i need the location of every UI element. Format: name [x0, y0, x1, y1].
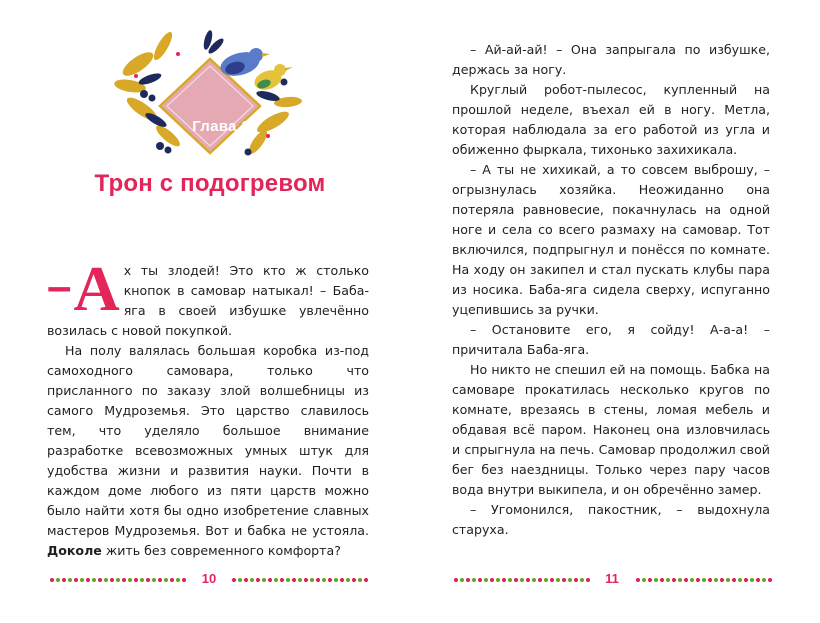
left-page-text [47, 253, 369, 561]
ornament-border [452, 576, 590, 584]
paragraph: – А ты не хихикай, а то совсем выброшу, – огрызнулась хозяйка. Неожиданно она потеряла равновесие, покачнулась на одной ноге и села со всего размаху на самовар. Тот включился, подпрыгнул и понёсся по комнате. На ходу он закипел и стал пускать клубы пара из носика. Баба-яга сидела сверху, испуганно уцепившись за ручки. [452, 162, 770, 317]
page-number: 10 [201, 571, 217, 586]
paragraph: – Ай-ай-ай! – Она запрыгала по избушке, держась за ногу. [452, 42, 770, 77]
opening-paragraph [47, 253, 369, 341]
chapter-label: Глава 1 [192, 118, 250, 135]
chapter-badge [108, 24, 308, 159]
dropcap-dash: – [47, 262, 72, 311]
floral-wreath-with-birds-icon [108, 24, 308, 159]
footer-ornament [452, 572, 772, 588]
dropcap-letter: А [73, 253, 120, 324]
page-number: 11 [605, 571, 619, 586]
ornament-border [634, 576, 772, 584]
paragraph: Круглый робот-пылесос, купленный на прошлой неделе, въехал ей в ногу. Метла, которая наблюдала за его работой из угла и обиженно фыркала, тихонько захихикала. [452, 82, 770, 157]
footer-ornament [48, 572, 370, 588]
paragraph: – Угомонился, пакостник, – выдохнула старуха. [452, 502, 770, 537]
chapter-title: Трон с подогревом [94, 170, 326, 197]
paragraph: Но никто не спешил ей на помощь. Бабка на самоваре прокатилась несколько кругов по комнате, врезаясь в стены, ломая мебель и обдавая всё паром. Наконец она изловчилась и спрыгнула на печь. Самовар продолжил свой бег без наездницы. Только через пару часов вода внутри выкипела, и он обречённо замер. [452, 362, 770, 497]
paragraph [47, 341, 369, 561]
opening-paragraph-text: х ты злодей! Это кто ж столько кнопок в самовар натыкал! – Баба-яга в своей избушке увлечённо возилась с новой покупкой. [47, 263, 369, 338]
bold-word: Доколе [47, 543, 102, 558]
paragraph: – Остановите его, я сойду! А-а-а! – причитала Баба-яга. [452, 322, 770, 357]
paragraph-text: жить без современного комфорта? [101, 543, 341, 558]
ornament-border [230, 576, 370, 584]
paragraph-text: На полу валялась большая коробка из-под самоходного самовара, только что присланного по заказу злой волшебницы из самого Мудроземья. Это царство славилось тем, что уделяло большое внимание разработке всевозможных умных штук для удобства жизни и развития науки. Почти в каждом доме любого из пяти царств можно было найти хотя бы одно изобретение славных мастеров Мудроземья. Вот и бабка не устояла. [47, 343, 369, 538]
right-page-text [452, 40, 770, 540]
ornament-border [48, 576, 188, 584]
